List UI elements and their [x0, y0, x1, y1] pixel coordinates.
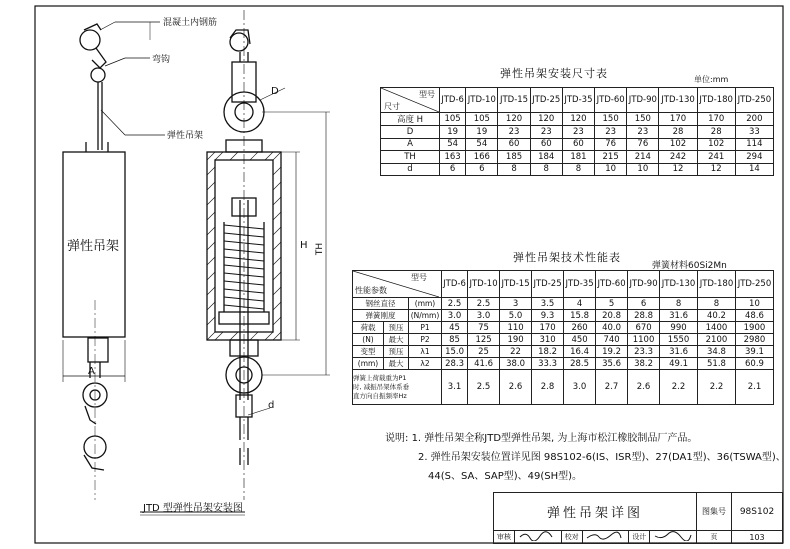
table1-cell: 8 [562, 163, 594, 176]
table2-cell: 450 [564, 334, 596, 346]
table2-frequency-label [353, 370, 442, 405]
table2-cell: 2980 [735, 334, 773, 346]
table2-cell: 4 [564, 298, 596, 310]
table2-cell: 60.9 [735, 358, 773, 370]
table2-row [353, 334, 774, 346]
table1-model-header: JTD-35 [562, 88, 594, 113]
table1-row-label: 高度 H [381, 113, 440, 126]
table2-cell: 38.0 [500, 358, 532, 370]
table1-cell: 23 [498, 126, 530, 139]
table2-model-header: JTD-60 [596, 271, 628, 298]
table2-cell: 1400 [698, 322, 736, 334]
table1-cell: 294 [735, 151, 773, 164]
table2-cell: 19.2 [596, 346, 628, 358]
check-signature [582, 531, 629, 544]
table1-cell: 33 [735, 126, 773, 139]
notes [385, 429, 786, 486]
table2-cell: 15.0 [442, 346, 468, 358]
dim-a-label: A [88, 366, 95, 377]
table2-cell: 28.3 [442, 358, 468, 370]
table1-cell: 76 [595, 138, 627, 151]
table2-cell: 110 [500, 322, 532, 334]
table2-cell: 3.0 [468, 310, 500, 322]
table1-row-label: D [381, 126, 440, 139]
page-label: 页 [697, 531, 732, 544]
table1-cell: 105 [466, 113, 498, 126]
table1-cell: 114 [735, 138, 773, 151]
table1-row [381, 163, 774, 176]
table2-row [353, 310, 774, 322]
table2-param-u: λ1 [409, 346, 442, 358]
table1-row-label: d [381, 163, 440, 176]
table2-frequency-cell: 2.2 [698, 370, 736, 405]
table2-frequency-cell: 2.2 [660, 370, 698, 405]
table2-row [353, 358, 774, 370]
drawing-caption: JTD 型弹性吊架安装图 [143, 503, 243, 514]
table2-row [353, 298, 774, 310]
table2-param-g: 荷载 [353, 322, 384, 334]
table1-model-header: JTD-10 [466, 88, 498, 113]
note-3: 44(S、SA、SAP型)、49(SH型)。 [428, 471, 583, 482]
note-1: 1. 弹性吊架全称JTD型弹性吊架, 为上海市松江橡胶制品厂产品。 [411, 433, 698, 444]
dim-h-label: H [300, 240, 308, 251]
table2-cell: 51.8 [698, 358, 736, 370]
hanger-body-label: 弹性吊架 [67, 239, 120, 254]
table1-cell: 214 [627, 151, 659, 164]
label-hanger: 弹性吊架 [167, 131, 204, 141]
table2-model-header: JTD-15 [500, 271, 532, 298]
table1-row-label: TH [381, 151, 440, 164]
table2-model-header: JTD-90 [628, 271, 660, 298]
label-concrete-rebar: 混凝土内钢筋 [163, 18, 218, 28]
table2-cell: 16.4 [564, 346, 596, 358]
table2-cell: 8 [698, 298, 736, 310]
table2-param-u: (mm) [409, 298, 442, 310]
table1-title: 弹性吊架安装尺寸表 [500, 67, 608, 80]
dim-d-label: D [271, 86, 279, 97]
table2-cell: 85 [442, 334, 468, 346]
check-label: 校对 [561, 531, 582, 544]
table2-param-g: (mm) [353, 358, 384, 370]
table1-cell: 163 [440, 151, 466, 164]
table2-cell: 28.5 [564, 358, 596, 370]
frequency-label-line: 弹簧上荷载重为P1 [353, 373, 407, 382]
performance-table [352, 270, 774, 405]
table2-cell: 125 [468, 334, 500, 346]
table1-cell: 150 [595, 113, 627, 126]
table2-param-g: 变型 [353, 346, 384, 358]
table1-model-header: JTD-15 [498, 88, 530, 113]
table2-model-header: JTD-180 [698, 271, 736, 298]
table2-param-g: (N) [353, 334, 384, 346]
table1-cell: 8 [498, 163, 530, 176]
table2-cell: 3.0 [442, 310, 468, 322]
table2-cell: 9.3 [532, 310, 564, 322]
table2-model-header: JTD-250 [735, 271, 773, 298]
table1-cell: 14 [735, 163, 773, 176]
table2-model-header: JTD-130 [660, 271, 698, 298]
table2-cell: 2.5 [468, 298, 500, 310]
frequency-label-line: 直方向自振频率Hz [353, 391, 407, 400]
table1-cell: 181 [562, 151, 594, 164]
table1-cell: 105 [440, 113, 466, 126]
table2-cell: 34.8 [698, 346, 736, 358]
table1-cell: 120 [562, 113, 594, 126]
table1-cell: 10 [627, 163, 659, 176]
table2-model-header: JTD-35 [564, 271, 596, 298]
design-signature [650, 531, 697, 544]
atlas-label: 图集号 [697, 493, 732, 531]
table2-cell: 670 [628, 322, 660, 334]
table2-cell: 35.6 [596, 358, 628, 370]
table2-row [353, 346, 774, 358]
table2-cell: 18.2 [532, 346, 564, 358]
table1-cell: 170 [697, 113, 735, 126]
table1-cell: 242 [659, 151, 697, 164]
table2-cell: 15.8 [564, 310, 596, 322]
table1-cell: 23 [595, 126, 627, 139]
table1-model-header: JTD-90 [627, 88, 659, 113]
table2-frequency-cell: 3.1 [442, 370, 468, 405]
table1-cell: 170 [659, 113, 697, 126]
table2-frequency-cell: 2.8 [532, 370, 564, 405]
notes-heading: 说明: [385, 433, 409, 444]
table2-cell: 38.2 [628, 358, 660, 370]
table1-row [381, 138, 774, 151]
table1-row-label: A [381, 138, 440, 151]
table1-cell: 60 [562, 138, 594, 151]
label-hook: 弯钩 [152, 55, 171, 65]
design-label: 设计 [629, 531, 650, 544]
table1-row [381, 151, 774, 164]
table2-cell: 31.6 [660, 310, 698, 322]
table2-cell: 990 [660, 322, 698, 334]
table2-cell: 22 [500, 346, 532, 358]
table1-cell: 28 [659, 126, 697, 139]
table2-frequency-cell: 2.6 [628, 370, 660, 405]
table1-cell: 19 [466, 126, 498, 139]
table2-cell: 2100 [698, 334, 736, 346]
table2-param-g: 钢丝直径 [353, 298, 409, 310]
table2-frequency-cell: 3.0 [564, 370, 596, 405]
table1-cell: 23 [562, 126, 594, 139]
table2-cell: 3 [500, 298, 532, 310]
table1-cell: 120 [530, 113, 562, 126]
table2-cell: 39.1 [735, 346, 773, 358]
table2-cell: 49.1 [660, 358, 698, 370]
table1-cell: 184 [530, 151, 562, 164]
page-number: 103 [732, 531, 783, 544]
table2-cell: 1900 [735, 322, 773, 334]
table2-param-u: λ2 [409, 358, 442, 370]
install-dimension-table [380, 87, 774, 176]
table1-cell: 200 [735, 113, 773, 126]
table2-cell: 28.8 [628, 310, 660, 322]
table2-cell: 5 [596, 298, 628, 310]
dim-th-label: TH [315, 242, 326, 256]
table1-model-header: JTD-6 [440, 88, 466, 113]
table1-cell: 102 [659, 138, 697, 151]
table2-frequency-cell: 2.5 [468, 370, 500, 405]
table2-cell: 260 [564, 322, 596, 334]
table1-model-header: JTD-60 [595, 88, 627, 113]
table1-cell: 76 [627, 138, 659, 151]
table2-cell: 25 [468, 346, 500, 358]
table2-cell: 31.6 [660, 346, 698, 358]
table1-cell: 166 [466, 151, 498, 164]
table1-model-header: JTD-25 [530, 88, 562, 113]
table1-cell: 6 [466, 163, 498, 176]
table1-cell: 120 [498, 113, 530, 126]
table2-cell: 41.6 [468, 358, 500, 370]
table1-cell: 23 [530, 126, 562, 139]
table2-cell: 170 [532, 322, 564, 334]
title-block [493, 492, 783, 544]
table2-cell: 3.5 [532, 298, 564, 310]
table2-cell: 20.8 [596, 310, 628, 322]
table2-cell: 6 [628, 298, 660, 310]
table2-frequency-cell: 2.7 [596, 370, 628, 405]
review-signature [515, 531, 562, 544]
table1-model-header: JTD-180 [697, 88, 735, 113]
table2-param-s: 预压 [384, 346, 409, 358]
table2-cell: 1100 [628, 334, 660, 346]
table2-cell: 40.2 [698, 310, 736, 322]
table2-cell: 75 [468, 322, 500, 334]
table2-frequency-cell: 2.6 [500, 370, 532, 405]
table1-cell: 102 [697, 138, 735, 151]
table2-cell: 190 [500, 334, 532, 346]
table1-cell: 12 [697, 163, 735, 176]
table2-param-s: 最大 [384, 334, 409, 346]
table2-frequency-cell: 2.1 [735, 370, 773, 405]
table2-title: 弹性吊架技术性能表 [513, 251, 621, 264]
drawing-title: 弹性吊架详图 [494, 493, 697, 531]
table2-cell: 310 [532, 334, 564, 346]
table2-param-u: P2 [409, 334, 442, 346]
table2-cell: 45 [442, 322, 468, 334]
table1-cell: 150 [627, 113, 659, 126]
table1-cell: 10 [595, 163, 627, 176]
table1-cell: 12 [659, 163, 697, 176]
table1-cell: 23 [627, 126, 659, 139]
table2-cell: 8 [660, 298, 698, 310]
table2-cell: 2.5 [442, 298, 468, 310]
table2-model-header: JTD-6 [442, 271, 468, 298]
review-label: 审核 [494, 531, 515, 544]
table2-cell: 1550 [660, 334, 698, 346]
table1-cell: 215 [595, 151, 627, 164]
table1-cell: 54 [440, 138, 466, 151]
table2-cell: 23.3 [628, 346, 660, 358]
table2-frequency-row [353, 370, 774, 405]
table1-model-header: JTD-130 [659, 88, 697, 113]
table2-param-s: 最大 [384, 358, 409, 370]
table2-row [353, 322, 774, 334]
frequency-label-line: 时, 减振吊架体系垂 [353, 382, 410, 391]
table2-model-header: JTD-10 [468, 271, 500, 298]
table2-cell: 40.0 [596, 322, 628, 334]
table1-unit: 单位:mm [694, 75, 729, 84]
table1-cell: 6 [440, 163, 466, 176]
table2-cell: 48.6 [735, 310, 773, 322]
table2-cell: 5.0 [500, 310, 532, 322]
dim-d-small-label: d [268, 400, 275, 411]
table1-row [381, 113, 774, 126]
table2-param-u: P1 [409, 322, 442, 334]
table2-model-header: JTD-25 [532, 271, 564, 298]
table1-cell: 54 [466, 138, 498, 151]
table2-param-g: 弹簧刚度 [353, 310, 409, 322]
table1-cell: 185 [498, 151, 530, 164]
table2-cell: 740 [596, 334, 628, 346]
table1-cell: 28 [697, 126, 735, 139]
table2-cell: 10 [735, 298, 773, 310]
note-2: 2. 弹性吊架安装位置详见图 98S102-6(IS、ISR型)、27(DA1型)、36(TSWA型)、 [418, 452, 786, 463]
table1-cell: 19 [440, 126, 466, 139]
table1-model-header: JTD-250 [735, 88, 773, 113]
table1-cell: 241 [697, 151, 735, 164]
table2-param-u: (N/mm) [409, 310, 442, 322]
atlas-number: 98S102 [732, 493, 783, 531]
table1-cell: 8 [530, 163, 562, 176]
table2-param-s: 预压 [384, 322, 409, 334]
table1-row [381, 126, 774, 139]
table1-corner: 型号 尺寸 [381, 88, 440, 113]
table2-cell: 33.3 [532, 358, 564, 370]
table2-corner: 型号 性能参数 [353, 271, 442, 298]
table1-cell: 60 [498, 138, 530, 151]
table1-cell: 60 [530, 138, 562, 151]
table2-material: 弹簧材料60Si2Mn [652, 261, 727, 271]
